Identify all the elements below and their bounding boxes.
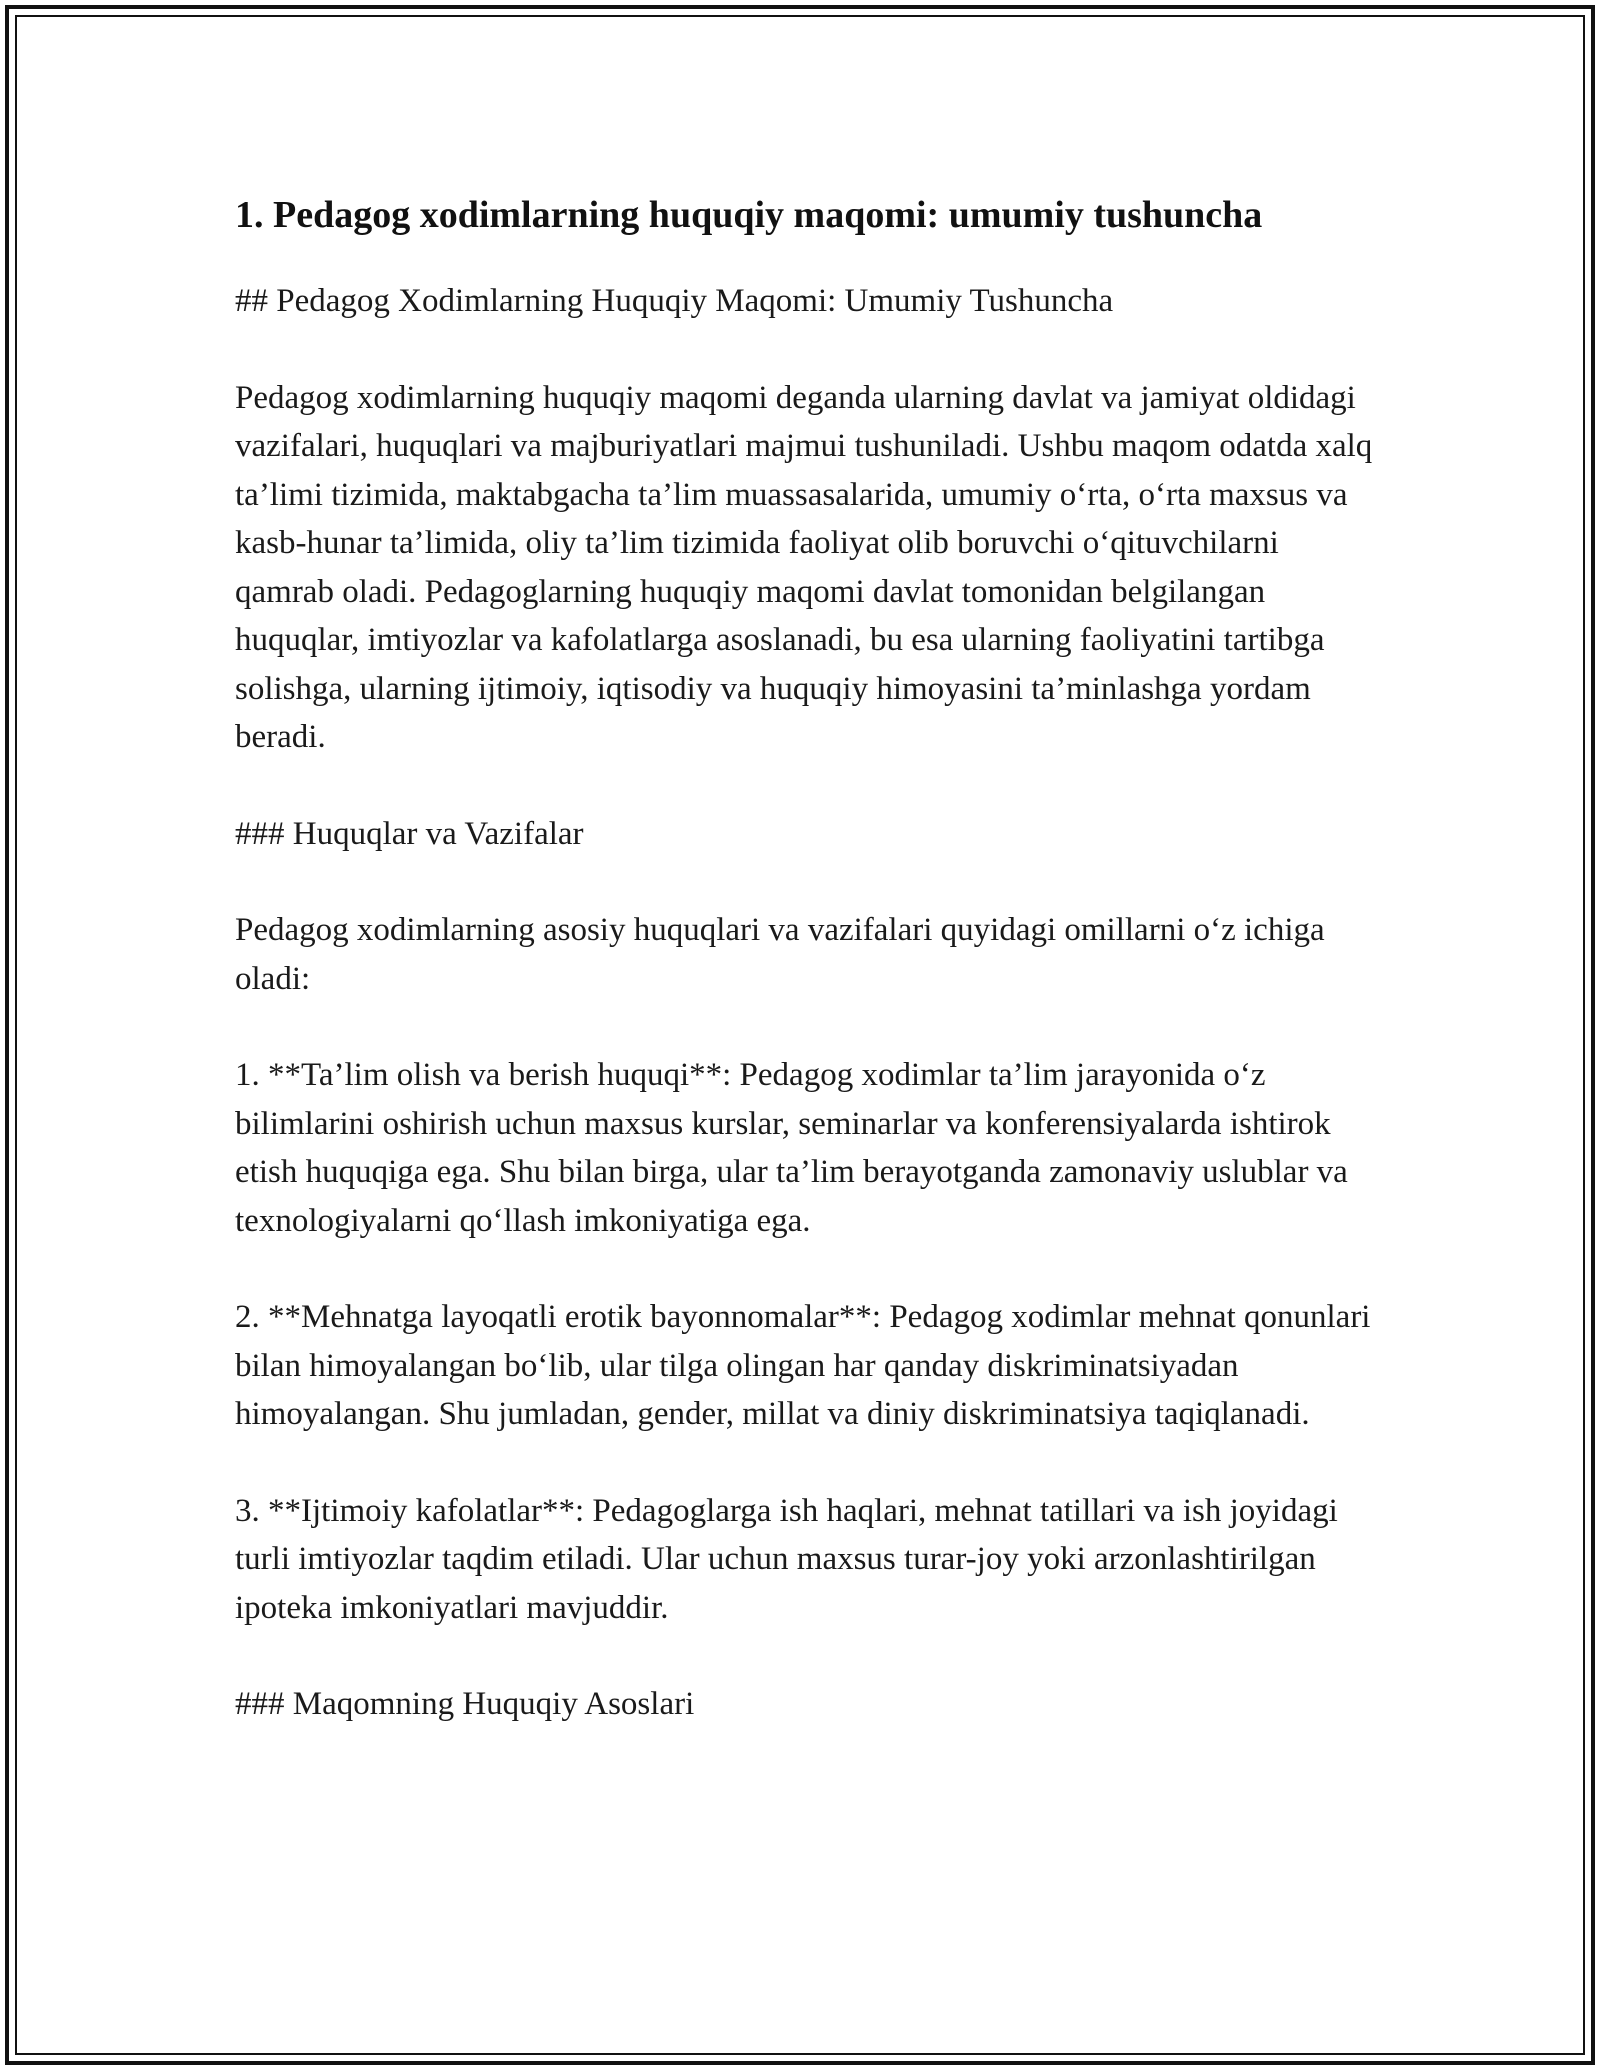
list-item-2: 2. **Mehnatga layoqatli erotik bayonnomalar**: Pedagog xodimlar mehnat qonunlari bilan himoyalangan bo‘lib, ular tilga olingan har qanday diskriminatsiyadan himoyalangan. Shu jumladan, gender, millat va diniy diskriminatsiya taqiqlanadi.: [235, 1299, 1371, 1432]
intro-paragraph: Pedagog xodimlarning huquqiy maqomi deganda ularning davlat va jamiyat oldidagi vazifalari, huquqlari va majburiyatlari majmui tushuniladi. Ushbu maqom odatda xalq ta’limi tizimida, maktabgacha ta’lim muassasalarida, umumiy o‘rta, o‘rta maxsus va kasb-hunar ta’limida, oliy ta’lim tizimida faoliyat olib boruvchi o‘qituvchilarni qamrab oladi. Pedagoglarning huquqiy maqomi davlat tomonidan belgilangan huquqlar, imtiyozlar va kafolatlarga asoslanadi, bu esa ularning faoliyatini tartibga solishga, ularning ijtimoiy, iqtisodiy va huquqiy himoyasini ta’minlashga yordam beradi.: [235, 379, 1373, 755]
subsection-heading: ### Huquqlar va Vazifalar: [235, 815, 584, 852]
list-intro-paragraph: Pedagog xodimlarning asosiy huquqlari va vazifalari quyidagi omillarni o‘z ichiga oladi:: [235, 912, 1325, 997]
document-body: [235, 188, 1385, 1777]
list-item-3: 3. **Ijtimoiy kafolatlar**: Pedagoglarga ish haqlari, mehnat tatillari va ish joyidagi turli imtiyozlar taqdim etiladi. Ular uchun maxsus turar-joy yoki arzonlashtirilgan ipoteka imkoniyatlari mavjuddir.: [235, 1492, 1338, 1626]
document-title: 1. Pedagog xodimlarning huquqiy maqomi: umumiy tushuncha: [235, 194, 1263, 236]
section-heading: ## Pedagog Xodimlarning Huquqiy Maqomi: Umumiy Tushuncha: [235, 283, 1114, 319]
list-item-1: 1. **Ta’lim olish va berish huquqi**: Pedagog xodimlar ta’lim jarayonida o‘z bilimlarini oshirish uchun maxsus kurslar, seminarlar va konferensiyalarda ishtirok etish huquqiga ega. Shu bilan birga, ular ta’lim berayotganda zamonaviy uslublar va texnologiyalarni qo‘llash imkoniyatiga ega.: [235, 1057, 1348, 1239]
subsection-heading-2: ### Maqomning Huquqiy Asoslari: [235, 1686, 695, 1722]
